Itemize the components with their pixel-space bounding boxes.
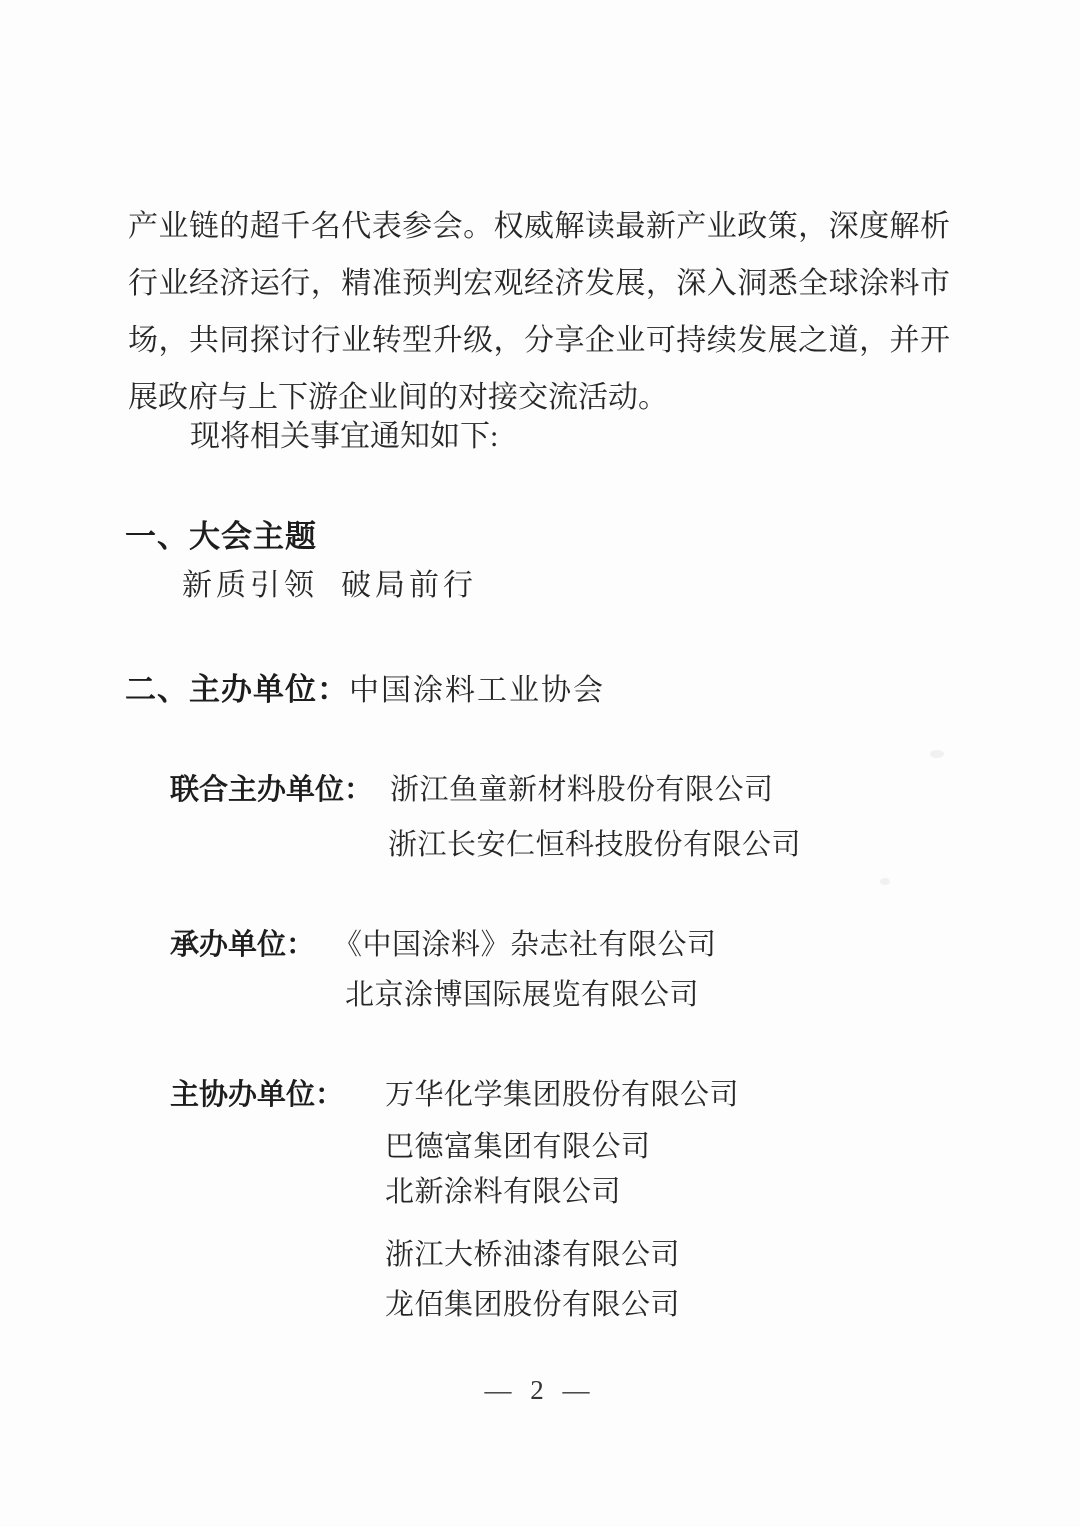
main-co-sponsor-item: 浙江大桥油漆有限公司 bbox=[385, 1239, 681, 1271]
undertaker-item: 北京涂博国际展览有限公司 bbox=[345, 979, 700, 1011]
co-organizer-item: 浙江长安仁恒科技股份有限公司 bbox=[388, 829, 802, 861]
paragraph-line: 行业经济运行，精准预判宏观经济发展，深入洞悉全球涂料市 bbox=[128, 267, 950, 300]
paragraph-line: 展政府与上下游企业间的对接交流活动。 bbox=[128, 381, 668, 414]
notice-lead-in: 现将相关事宜通知如下: bbox=[190, 420, 499, 453]
section-heading-organizer bbox=[125, 668, 605, 712]
page-number: — 2 — bbox=[484, 1375, 596, 1405]
section-heading-theme: 一、大会主题 bbox=[125, 519, 317, 554]
theme-content: 新质引领 破局前行 bbox=[182, 569, 477, 602]
main-co-sponsor-item: 北新涂料有限公司 bbox=[385, 1176, 622, 1208]
paragraph-line: 产业链的超千名代表参会。权威解读最新产业政策，深度解析 bbox=[128, 210, 950, 243]
organizer-label: 二、主办单位： bbox=[125, 672, 349, 707]
paragraph-line: 场，共同探讨行业转型升级，分享企业可持续发展之道，并开 bbox=[128, 324, 950, 357]
co-organizer-item: 浙江鱼童新材料股份有限公司 bbox=[390, 774, 774, 806]
undertaker-item: 《中国涂料》杂志社有限公司 bbox=[333, 929, 717, 961]
scan-artifact bbox=[930, 750, 944, 758]
co-organizers-label: 联合主办单位： bbox=[170, 774, 374, 806]
scan-artifact bbox=[880, 878, 890, 885]
organizer-name: 中国涂料工业协会 bbox=[349, 674, 605, 707]
undertaker-label: 承办单位： bbox=[170, 929, 316, 961]
main-co-sponsor-item: 巴德富集团有限公司 bbox=[385, 1131, 651, 1163]
main-co-sponsor-item: 龙佰集团股份有限公司 bbox=[385, 1289, 681, 1321]
main-co-sponsor-item: 万华化学集团股份有限公司 bbox=[385, 1079, 740, 1111]
main-co-sponsors-label: 主协办单位： bbox=[170, 1079, 345, 1111]
